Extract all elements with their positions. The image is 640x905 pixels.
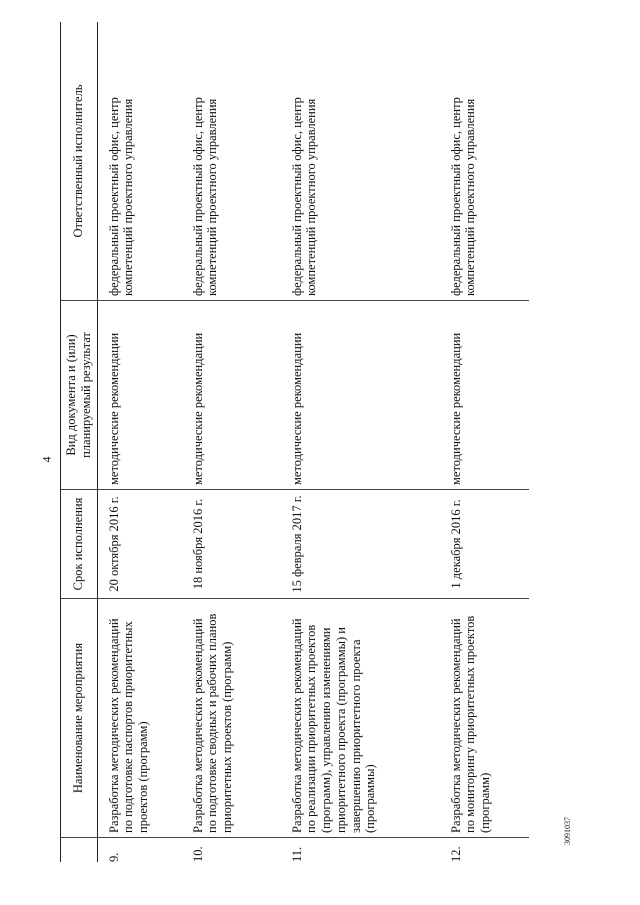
row-result: методические рекомендации [440,301,529,490]
table-header-row [61,22,98,862]
row-deadline: 15 февраля 2017 г. [281,490,440,599]
row-name: Разработка методических рекомендаций по подготовке паспортов приоритетных проектов (программ) [97,599,182,838]
row-responsible: федеральный проектный офис, центр компетенций проектного управления [97,22,182,301]
table-row [440,22,529,862]
row-result: методические рекомендации [281,301,440,490]
row-result: методические рекомендации [182,301,281,490]
row-deadline: 20 октября 2016 г. [97,490,182,599]
table-row [97,22,182,862]
row-number: 9. [106,852,121,862]
page-number: 4 [39,456,54,463]
row-name: Разработка методических рекомендаций по реализации приоритетных проектов (программ), управлению изменениями приоритетного проекта (программы) и завершению приоритетного проекта (программы) [281,599,440,838]
row-number: 10. [190,846,205,862]
table-row [182,22,281,862]
row-responsible: федеральный проектный офис, центр компетенций проектного управления [281,22,440,301]
row-responsible: федеральный проектный офис, центр компетенций проектного управления [182,22,281,301]
row-deadline: 1 декабря 2016 г. [440,490,529,599]
header-name: Наименование мероприятия [61,599,98,838]
header-responsible: Ответственный исполнитель [61,22,98,301]
header-result: Вид документа и (или) планируемый результат [61,301,98,490]
header-number [61,838,98,863]
row-name: Разработка методических рекомендаций по подготовке сводных и рабочих планов приоритетных проектов (программ) [182,599,281,838]
document-id: 3091037 [563,817,572,845]
row-result: методические рекомендации [97,301,182,490]
row-name: Разработка методических рекомендаций по мониторингу приоритетных проектов (программ) [440,599,529,838]
row-number: 11. [289,846,304,862]
table-row [281,22,440,862]
row-responsible: федеральный проектный офис, центр компетенций проектного управления [440,22,529,301]
row-number: 12. [448,846,463,862]
header-deadline: Срок исполнения [61,490,98,599]
measures-table [60,22,529,862]
rotated-table-container [60,32,560,862]
row-deadline: 18 ноября 2016 г. [182,490,281,599]
